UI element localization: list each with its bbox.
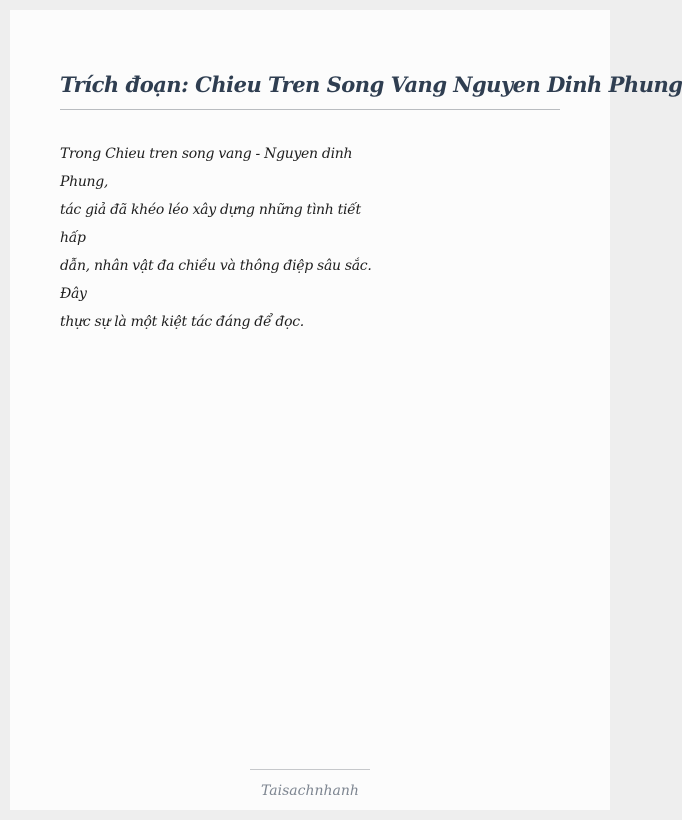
body-line: Phung,: [60, 174, 109, 190]
body-line: tác giả đã khéo léo xây dựng những tình tiết: [60, 202, 361, 218]
footer-divider: [250, 769, 370, 770]
footer-brand: Taisachnhanh: [261, 783, 359, 799]
excerpt-body: [60, 140, 390, 336]
body-line: dẫn, nhân vật đa chiều và thông điệp sâu sắc.: [60, 258, 372, 274]
body-line: Đây: [60, 286, 87, 302]
body-line: Trong Chieu tren song vang - Nguyen dinh: [60, 146, 353, 162]
document-page: [10, 10, 682, 810]
body-line: thực sự là một kiệt tác đáng để đọc.: [60, 314, 304, 330]
title-divider: [60, 109, 560, 110]
body-line: hấp: [60, 230, 86, 246]
document-title: Trích đoạn: Chieu Tren Song Vang Nguyen Dinh Phung: [60, 72, 682, 97]
